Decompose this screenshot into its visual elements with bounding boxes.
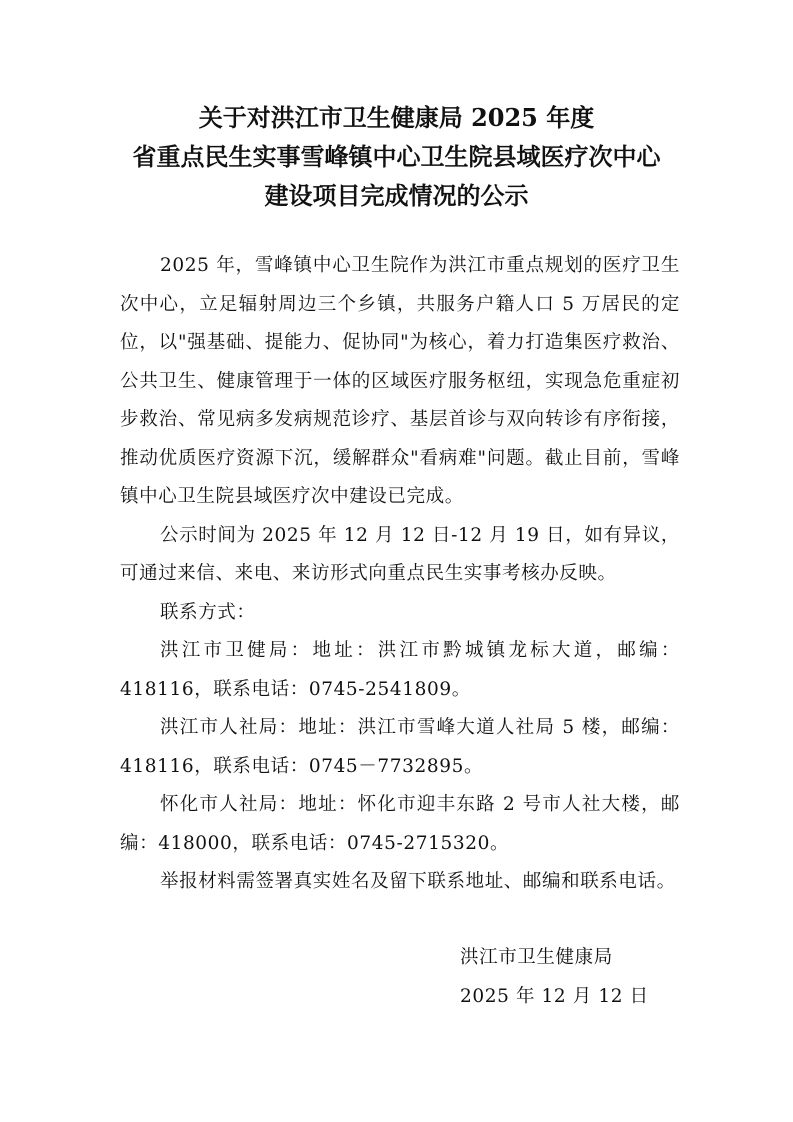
title-line-3: 建设项目完成情况的公示 — [264, 181, 529, 210]
signature-date: 2025 年 12 月 12 日 — [460, 985, 649, 1007]
title-line-1: 关于对洪江市卫生健康局 2025 年度 — [198, 103, 595, 132]
paragraph-contact-hongjiang-hr: 洪江市人社局：地址：洪江市雪峰大道人社局 5 楼，邮编：418116，联系电话：0745－7732895。 — [120, 717, 680, 777]
signature-organization: 洪江市卫生健康局 — [460, 947, 613, 968]
paragraph-contact-huaihua-hr: 怀化市人社局：地址：怀化市迎丰东路 2 号市人社大楼，邮编：418000，联系电话：0745-2715320。 — [120, 794, 680, 854]
paragraph-notice-period: 公示时间为 2025 年 12 月 12 日-12 月 19 日，如有异议，可通过来信、来电、来访形式向重点民生实事考核办反映。 — [120, 524, 680, 584]
paragraph-contact-heading: 联系方式： — [160, 601, 256, 623]
paragraph-contact-health-bureau: 洪江市卫健局：地址：洪江市黔城镇龙标大道，邮编：418116，联系电话：0745-2541809。 — [120, 640, 680, 700]
document-title — [60, 98, 733, 215]
document-body — [120, 247, 680, 902]
title-line-2: 省重点民生实事雪峰镇中心卫生院县域医疗次中心 — [132, 142, 661, 171]
signature-block — [460, 939, 649, 1016]
paragraph-report-note: 举报材料需签署真实姓名及留下联系地址、邮编和联系电话。 — [160, 871, 676, 892]
paragraph-summary: 2025 年，雪峰镇中心卫生院作为洪江市重点规划的医疗卫生次中心，立足辐射周边三个乡镇，共服务户籍人口 5 万居民的定位，以"强基础、提能力、促协同"为核心，着力打造集医疗救治、公共卫生、健康管理于一体的区域医疗服务枢纽，实现急危重症初步救治、常见病多发病规范诊疗、基层首诊与双向转诊有序衔接，推动优质医疗资源下沉，缓解群众"看病难"问题。截止目前，雪峰镇中心卫生院县域医疗次中建设已完成。 — [120, 255, 680, 507]
